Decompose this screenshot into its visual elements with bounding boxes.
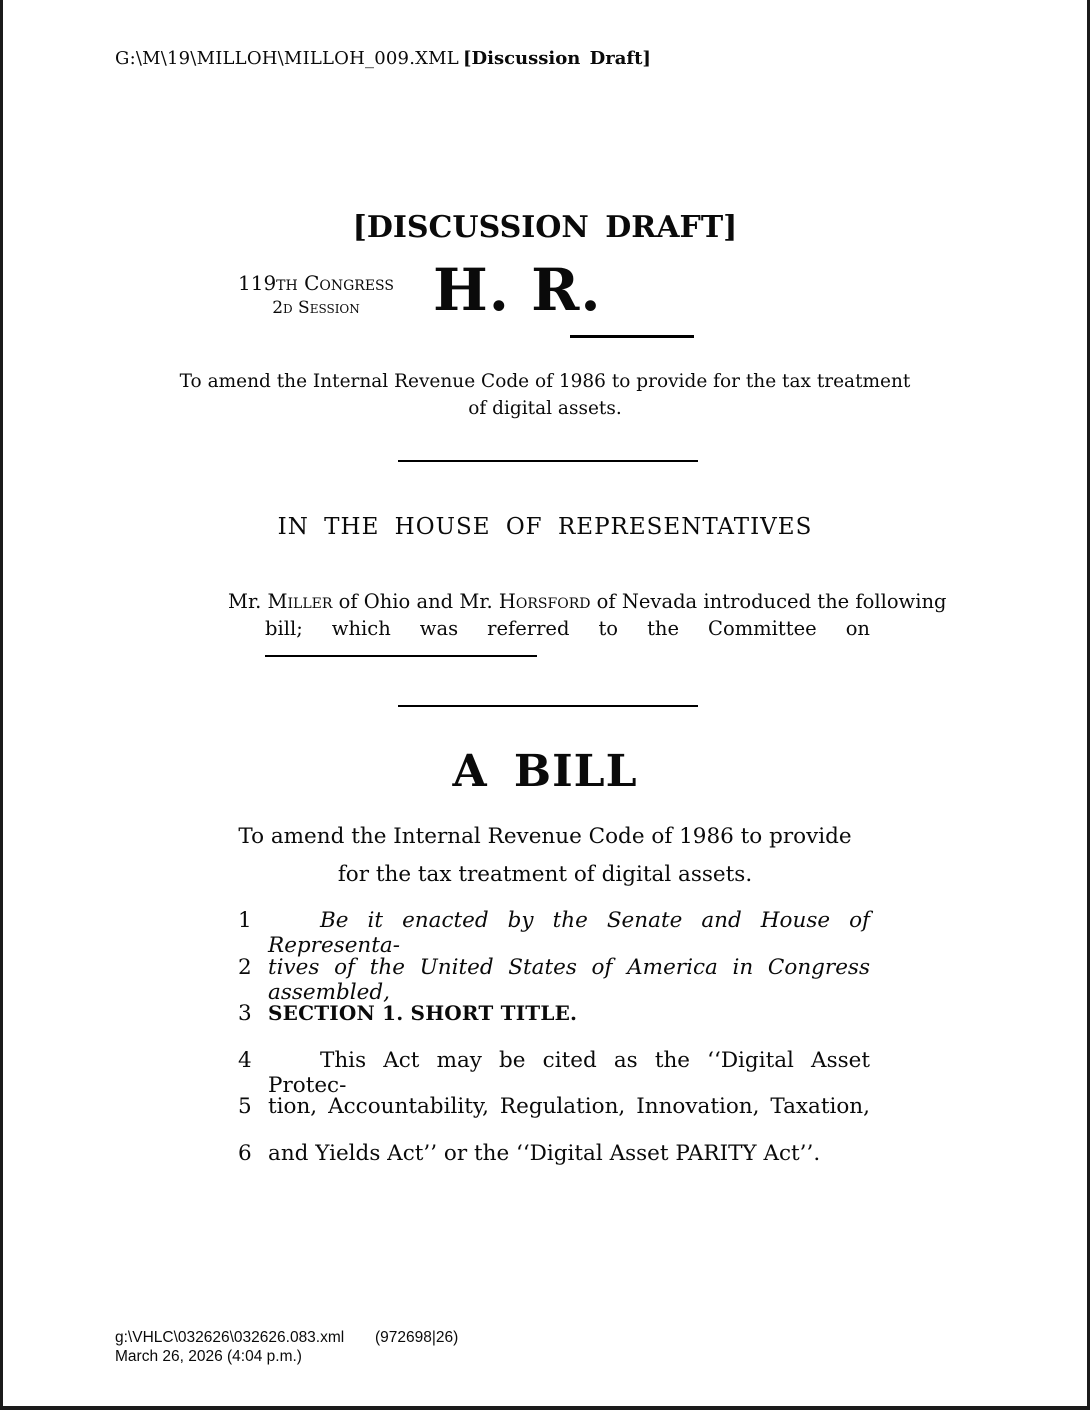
sponsor-suffix: of Nevada introduced the following <box>590 590 947 613</box>
congress-label: 119th Congress <box>238 271 394 295</box>
amendment-purpose <box>3 368 1087 422</box>
bill-number: H. R. <box>433 256 602 324</box>
amendment-purpose-line2: of digital assets. <box>468 398 622 419</box>
line-text: SECTION 1. SHORT TITLE. <box>268 1001 578 1025</box>
footer-file-path: g:\VHLC\032626\032626.083.xml <box>115 1329 345 1346</box>
sponsor-line <box>228 590 947 613</box>
bill-line-4 <box>228 1048 870 1098</box>
bill-purpose <box>3 818 1087 894</box>
committee-blank-line <box>265 640 537 657</box>
line-text: and Yields Act’’ or the ‘‘Digital Asset PARITY Act’’. <box>268 1141 821 1166</box>
amendment-purpose-line1: To amend the Internal Revenue Code of 1986 to provide for the tax treatment <box>179 371 911 392</box>
bill-purpose-line2: for the tax treatment of digital assets. <box>337 862 753 887</box>
chamber-heading: IN THE HOUSE OF REPRESENTATIVES <box>277 514 813 540</box>
bill-line-6 <box>228 1141 870 1166</box>
line-number: 2 <box>238 955 252 980</box>
bill-line-1 <box>228 908 870 958</box>
line-number: 6 <box>238 1141 252 1166</box>
congress-session-block <box>221 271 411 318</box>
discussion-draft-banner: [DISCUSSION DRAFT] <box>352 210 738 245</box>
sponsor-name-2: Horsford <box>498 590 591 613</box>
sponsor-name-1: Miller <box>267 590 333 613</box>
footer-date: March 26, 2026 (4:04 p.m.) <box>115 1348 302 1365</box>
bill-purpose-line1: To amend the Internal Revenue Code of 1986 to provide <box>238 824 852 849</box>
referral-line: bill; which was referred to the Committee on <box>265 617 870 640</box>
bill-line-5 <box>228 1094 870 1119</box>
bill-line-2 <box>228 955 870 1005</box>
header-draft-label: [Discussion Draft] <box>463 48 651 69</box>
line-number: 4 <box>238 1048 252 1073</box>
line-number: 1 <box>238 908 252 933</box>
introduction-paragraph <box>228 590 947 640</box>
bill-line-3 <box>228 1001 870 1025</box>
line-number: 3 <box>238 1001 252 1026</box>
line-text: tives of the United States of America in Congress assembled, <box>268 955 870 1005</box>
line-text: This Act may be cited as the ‘‘Digital Asset Protec- <box>268 1048 870 1098</box>
footer-doc-id: (972698|26) <box>375 1329 459 1346</box>
line-number: 5 <box>238 1094 252 1119</box>
session-label: 2d Session <box>272 298 360 318</box>
sponsor-middle: of Ohio and Mr. <box>332 590 499 613</box>
separator-rule-bottom <box>398 705 698 707</box>
separator-rule-top <box>398 460 698 462</box>
sponsor-prefix: Mr. <box>228 590 268 613</box>
line-text: Be it enacted by the Senate and House of Representa- <box>268 908 870 958</box>
line-text: tion, Accountability, Regulation, Innovation, Taxation, <box>268 1094 870 1119</box>
bill-number-blank-line <box>570 311 694 338</box>
bill-title: A BILL <box>452 746 638 797</box>
header-file-path: G:\M\19\MILLOH\MILLOH_009.XML <box>115 48 459 69</box>
